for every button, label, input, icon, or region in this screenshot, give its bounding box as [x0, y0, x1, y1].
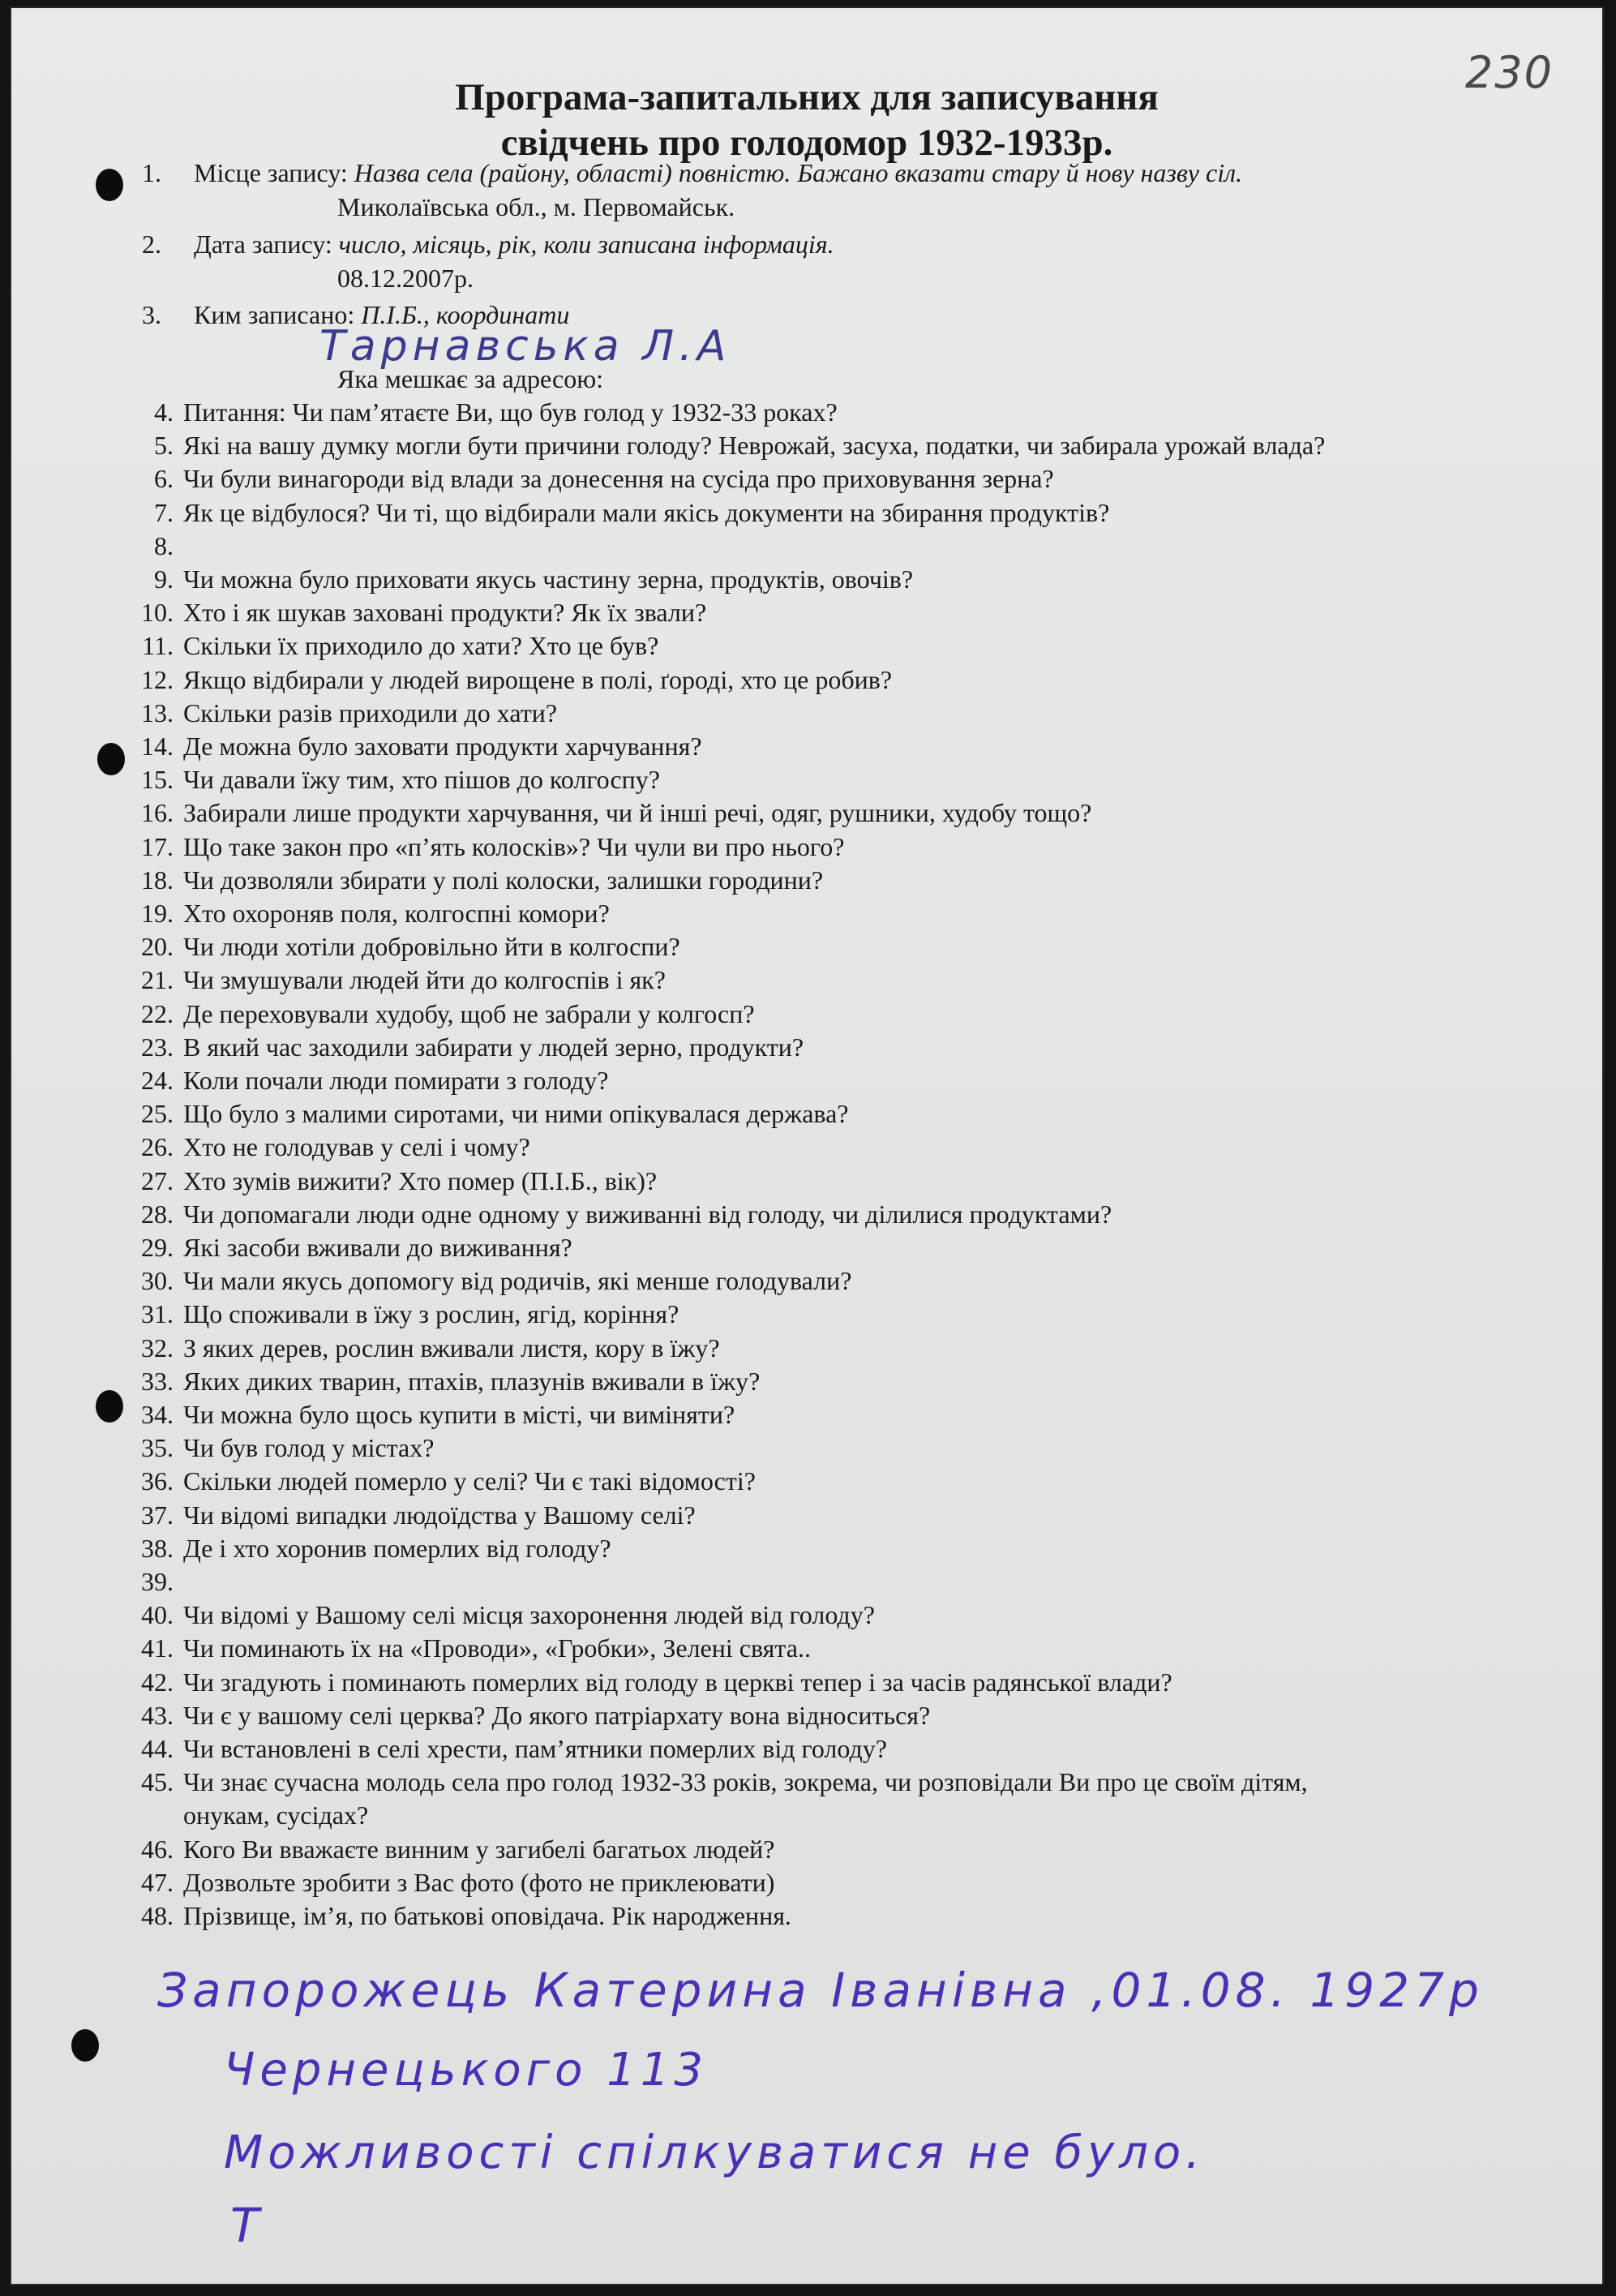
question-text: Чи були винагороди від влади за донесення на сусіда про приховування зерна? [183, 464, 1054, 494]
question-number: 3. [142, 300, 161, 329]
handwritten-answer-line-4: Т [230, 2198, 264, 2253]
question-number: 33. [141, 1366, 174, 1396]
question-number: 7. [154, 497, 174, 527]
question-number: 2. [142, 230, 161, 259]
handwritten-answer-line-1: Запорожець Катерина Іванівна ,01.08. 1927р [157, 1963, 1484, 2018]
question-number: 14. [141, 732, 174, 761]
question-text: Чи відомі у Вашому селі місця захоронення людей від голоду? [183, 1600, 875, 1630]
question-text: Скільки людей померло у селі? Чи є такі відомості? [183, 1466, 756, 1496]
question-text: Що було з малими сиротами, чи ними опікувалася держава? [183, 1099, 849, 1129]
question-number: 12. [141, 664, 174, 694]
field-hint: Назва села (району, області) повністю. Бажано вказати стару й нову назву сіл. [354, 158, 1243, 187]
question-text: Чи допомагали люди одне одному у виживанні від голоду, чи ділилися продуктами? [183, 1199, 1112, 1229]
question-number: 41. [141, 1633, 174, 1663]
question-text: Кого Ви вважаєте винним у загибелі багатьох людей? [183, 1834, 775, 1864]
question-number: 40. [141, 1600, 174, 1630]
question-number: 45. [141, 1767, 174, 1797]
question-text: Де переховували худобу, щоб не забрали у колгосп? [183, 998, 755, 1028]
question-text: Хто і як шукав заховані продукти? Як їх звали? [183, 598, 707, 628]
question-number: 21. [141, 965, 174, 995]
question-number: 15. [141, 765, 174, 795]
field-label: Місце запису: [194, 158, 348, 187]
question-text: Чи можна було приховати якусь частину зерна, продуктів, овочів? [183, 564, 914, 594]
question-number: 24. [141, 1066, 174, 1095]
question-text: Чи мали якусь допомогу від родичів, які менше голодували? [183, 1266, 852, 1296]
title-line-1: Програма-запитальних для записування [455, 76, 1159, 118]
handwritten-recorder-name: Тарнавська Л.А [319, 322, 731, 371]
question-number: 18. [141, 865, 174, 895]
question-number: 28. [141, 1199, 174, 1229]
question-text: Яких диких тварин, птахів, плазунів вживали в їжу? [183, 1366, 761, 1396]
document-page [11, 8, 1602, 2284]
question-text: Чи люди хотіли добровільно йти в колгоспи? [183, 932, 680, 962]
question-text: Чи знає сучасна молодь села про голод 1932-33 років, зокрема, чи розповідали Ви про це своїм дітям, [183, 1767, 1308, 1797]
question-number: 34. [141, 1400, 174, 1429]
question-text: Прізвище, ім’я, по батькові оповідача. Рік народження. [183, 1901, 791, 1930]
question-text: Хто не голодував у селі і чому? [183, 1132, 530, 1162]
question-number: 19. [141, 899, 174, 928]
question-number: 6. [154, 464, 174, 494]
handwritten-answer-line-3: Можливості спілкуватися не було. [224, 2126, 1205, 2179]
question-number: 4. [154, 397, 174, 427]
question-number: 22. [141, 998, 174, 1028]
question-text: Скільки разів приходили до хати? [183, 697, 558, 727]
question-text: В який час заходили забирати у людей зерно, продукти? [183, 1032, 804, 1062]
field-hint: П.І.Б., координати [361, 300, 570, 329]
question-text: Де можна було заховати продукти харчування? [183, 732, 702, 761]
question-text: Хто охороняв поля, колгоспні комори? [183, 899, 610, 928]
question-number: 17. [141, 831, 174, 861]
question-number: 30. [141, 1266, 174, 1296]
question-number: 37. [141, 1500, 174, 1530]
question-number: 10. [141, 598, 174, 628]
question-number: 38. [141, 1533, 174, 1563]
field-label: Ким записано: [194, 300, 355, 329]
question-number: 42. [141, 1667, 174, 1697]
field-label: Дата запису: [194, 230, 332, 259]
punch-hole [71, 2029, 99, 2062]
question-text: З яких дерев, рослин вживали листя, кору в їжу? [183, 1333, 720, 1363]
question-text: Що таке закон про «п’ять колосків»? Чи чули ви про нього? [183, 831, 845, 861]
question-text: онукам, сусідах? [183, 1800, 369, 1830]
question-text: Чи встановлені в селі хрести, пам’ятники померлих від голоду? [183, 1734, 887, 1763]
question-text: Коли почали люди помирати з голоду? [183, 1066, 609, 1095]
question-text: Чи дозволяли збирати у полі колоски, залишки городини? [183, 865, 824, 895]
document-title [11, 75, 1602, 165]
question-text: Хто зумів вижити? Хто помер (П.І.Б., вік)? [183, 1165, 658, 1195]
question-text: Скільки їх приходило до хати? Хто це був? [183, 631, 659, 661]
question-number: 35. [141, 1433, 174, 1463]
field-value-place: Миколаївська обл., м. Первомайськ. [337, 192, 735, 221]
question-number: 25. [141, 1099, 174, 1129]
question-number: 16. [141, 798, 174, 828]
question-text: Чи змушували людей йти до колгоспів і як? [183, 965, 666, 995]
question-text [194, 230, 834, 260]
question-text: Як це відбулося? Чи ті, що відбирали мали якісь документи на збирання продуктів? [183, 497, 1110, 527]
question-text: Якщо відбирали у людей вирощене в полі, ґороді, хто це робив? [183, 664, 893, 694]
question-number: 48. [141, 1901, 174, 1930]
question-text [194, 158, 1242, 188]
question-text: Дозвольте зробити з Вас фото (фото не приклеювати) [183, 1867, 775, 1897]
question-text: Забирали лише продукти харчування, чи й інші речі, одяг, рушники, худобу тощо? [183, 798, 1092, 828]
field-hint: число, місяць, рік, коли записана інформація. [338, 230, 834, 259]
field-address-label: Яка мешкає за адресою: [337, 364, 604, 393]
question-number: 11. [142, 631, 174, 661]
question-text: Чи поминають їх на «Проводи», «Гробки», Зелені свята.. [183, 1633, 811, 1663]
question-text: Чи давали їжу тим, хто пішов до колгоспу? [183, 765, 660, 795]
question-text: Які засоби вживали до виживання? [183, 1233, 572, 1262]
question-text: Чи згадують і поминають померлих від голоду в церкві тепер і за часів радянської влади? [183, 1667, 1172, 1697]
title-line-2: свідчень про голодомор 1932-1933р. [500, 122, 1113, 164]
question-number: 9. [154, 564, 174, 594]
field-value-date: 08.12.2007р. [337, 264, 474, 293]
question-number: 8. [154, 530, 174, 560]
question-text: Чи можна було щось купити в місті, чи виміняти? [183, 1400, 735, 1429]
question-text: Чи є у вашому селі церква? До якого патріархату вона відноситься? [183, 1700, 931, 1730]
question-number: 23. [141, 1032, 174, 1062]
question-text: Де і хто хоронив померлих від голоду? [183, 1533, 611, 1563]
question-number: 1. [142, 158, 161, 187]
question-number: 47. [141, 1867, 174, 1897]
question-number: 44. [141, 1734, 174, 1763]
question-text: Що споживали в їжу з рослин, ягід, коріння? [183, 1299, 679, 1329]
question-number: 31. [141, 1299, 174, 1329]
question-text: Які на вашу думку могли бути причини голоду? Неврожай, засуха, податки, чи забирала урожай влада? [183, 431, 1326, 461]
question-number: 20. [141, 932, 174, 962]
question-number: 29. [141, 1233, 174, 1262]
question-number: 36. [141, 1466, 174, 1496]
question-number: 13. [141, 697, 174, 727]
page-number: 230 [1464, 47, 1554, 98]
question-text: Чи відомі випадки людоїдства у Вашому селі? [183, 1500, 696, 1530]
question-number: 43. [141, 1700, 174, 1730]
question-number: 26. [141, 1132, 174, 1162]
question-number: 39. [141, 1567, 174, 1596]
question-number: 32. [141, 1333, 174, 1363]
handwritten-answer-line-2: Чернецького 113 [224, 2044, 709, 2096]
question-text: Питання: Чи пам’ятаєте Ви, що був голод у 1932-33 роках? [183, 397, 838, 427]
question-text: Чи був голод у містах? [183, 1433, 435, 1463]
question-number: 5. [154, 431, 174, 461]
question-number: 46. [141, 1834, 174, 1864]
question-number: 27. [141, 1165, 174, 1195]
